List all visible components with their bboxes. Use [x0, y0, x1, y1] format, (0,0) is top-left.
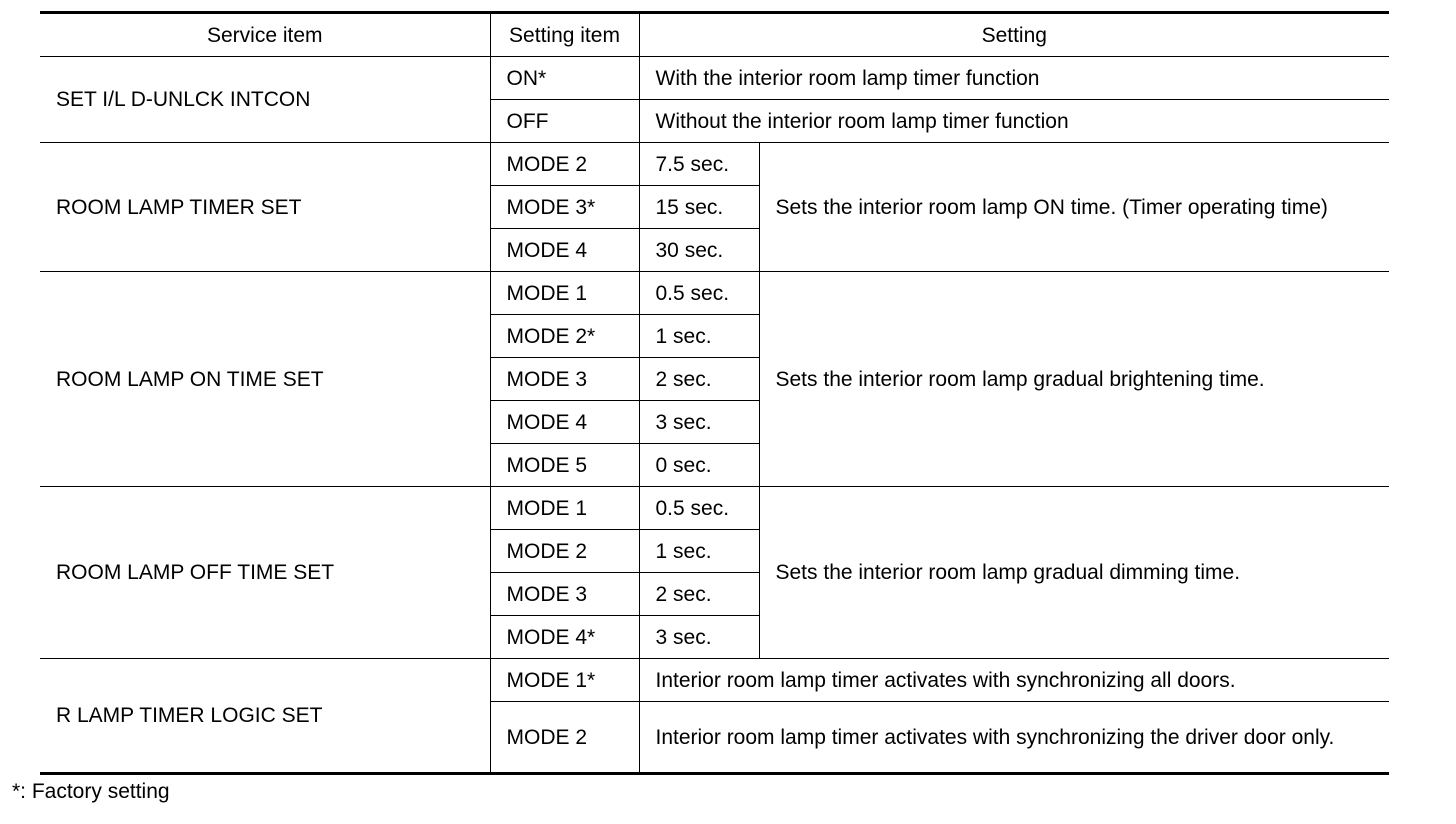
setting-item-cell: MODE 4 — [490, 229, 639, 272]
footnote: *: Factory setting — [12, 780, 170, 803]
setting-item-cell: MODE 2 — [490, 143, 639, 186]
header-service-item: Service item — [40, 13, 490, 57]
header-setting-item: Setting item — [490, 13, 639, 57]
setting-cell: With the interior room lamp timer function — [639, 57, 1389, 100]
table-row — [40, 487, 1389, 530]
setting-item-cell: MODE 2* — [490, 315, 639, 358]
table-row — [40, 57, 1389, 100]
setting-cell: Interior room lamp timer activates with synchronizing the driver door only. — [639, 702, 1389, 774]
header-row — [40, 13, 1389, 57]
setting-value-cell: 15 sec. — [639, 186, 759, 229]
setting-value-cell: 0 sec. — [639, 444, 759, 487]
setting-cell: Without the interior room lamp timer function — [639, 100, 1389, 143]
setting-item-cell: MODE 1* — [490, 659, 639, 702]
setting-item-cell: MODE 4* — [490, 616, 639, 659]
setting-item-cell: MODE 3* — [490, 186, 639, 229]
setting-description-cell: Sets the interior room lamp gradual brightening time. — [759, 272, 1389, 487]
setting-item-cell: MODE 2 — [490, 530, 639, 573]
setting-item-cell: MODE 5 — [490, 444, 639, 487]
setting-description-cell: Sets the interior room lamp ON time. (Timer operating time) — [759, 143, 1389, 272]
setting-value-cell: 7.5 sec. — [639, 143, 759, 186]
setting-item-cell: MODE 3 — [490, 573, 639, 616]
setting-description-cell: Sets the interior room lamp gradual dimming time. — [759, 487, 1389, 659]
header-setting: Setting — [639, 13, 1389, 57]
setting-item-cell: MODE 1 — [490, 272, 639, 315]
setting-item-cell: MODE 4 — [490, 401, 639, 444]
setting-value-cell: 30 sec. — [639, 229, 759, 272]
service-item-cell: R LAMP TIMER LOGIC SET — [40, 659, 490, 774]
setting-item-cell: MODE 3 — [490, 358, 639, 401]
setting-item-cell: MODE 2 — [490, 702, 639, 774]
table-row — [40, 143, 1389, 186]
service-item-cell: ROOM LAMP ON TIME SET — [40, 272, 490, 487]
setting-item-cell: ON* — [490, 57, 639, 100]
setting-value-cell: 0.5 sec. — [639, 272, 759, 315]
service-item-cell: ROOM LAMP OFF TIME SET — [40, 487, 490, 659]
setting-cell: Interior room lamp timer activates with synchronizing all doors. — [639, 659, 1389, 702]
setting-item-cell: MODE 1 — [490, 487, 639, 530]
service-settings-table — [40, 11, 1389, 775]
setting-value-cell: 1 sec. — [639, 530, 759, 573]
table-row — [40, 272, 1389, 315]
service-item-cell: ROOM LAMP TIMER SET — [40, 143, 490, 272]
setting-value-cell: 3 sec. — [639, 616, 759, 659]
setting-value-cell: 1 sec. — [639, 315, 759, 358]
setting-value-cell: 3 sec. — [639, 401, 759, 444]
setting-value-cell: 2 sec. — [639, 358, 759, 401]
service-item-cell: SET I/L D-UNLCK INTCON — [40, 57, 490, 143]
setting-value-cell: 2 sec. — [639, 573, 759, 616]
setting-item-cell: OFF — [490, 100, 639, 143]
table-row — [40, 659, 1389, 702]
setting-value-cell: 0.5 sec. — [639, 487, 759, 530]
